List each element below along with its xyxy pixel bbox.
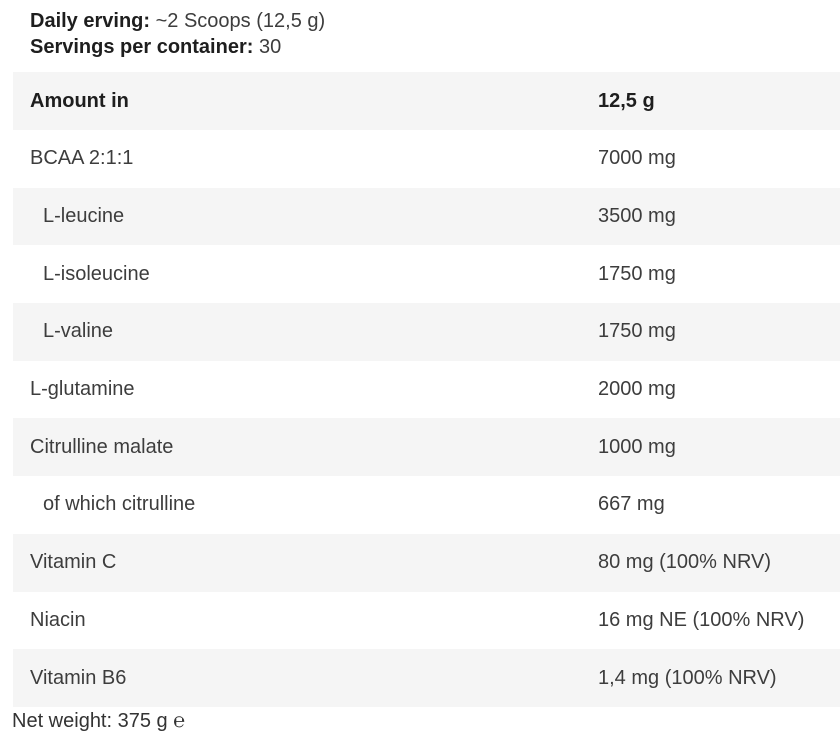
daily-serving-value: ~2 Scoops (12,5 g) bbox=[155, 10, 326, 32]
net-weight-label: Net weight: bbox=[12, 709, 113, 732]
daily-serving-label: Daily erving: bbox=[30, 10, 151, 32]
table-body bbox=[13, 130, 840, 707]
nutrition-table bbox=[13, 72, 840, 707]
estimated-sign: ℮ bbox=[173, 709, 186, 732]
nutrient-value: 80 mg (100% NRV) bbox=[598, 551, 772, 574]
nutrient-value: 16 mg NE (100% NRV) bbox=[598, 608, 805, 631]
nutrient-value: 3500 mg bbox=[598, 205, 676, 228]
nutrient-label: L-valine bbox=[43, 320, 114, 343]
daily-serving-line bbox=[30, 8, 840, 34]
nutrient-row bbox=[13, 361, 840, 419]
nutrient-value: 1,4 mg (100% NRV) bbox=[598, 666, 777, 689]
servings-per-container-line bbox=[30, 34, 840, 60]
nutrient-label: of which citrulline bbox=[43, 493, 196, 516]
nutrient-row bbox=[13, 188, 840, 246]
serving-info-block bbox=[0, 0, 840, 60]
nutrient-row bbox=[13, 649, 840, 707]
nutrient-value: 667 mg bbox=[598, 493, 665, 516]
column-header-serving-size: 12,5 g bbox=[598, 89, 655, 112]
servings-per-container-label: Servings per container: bbox=[30, 36, 254, 58]
nutrient-row bbox=[13, 130, 840, 188]
nutrient-label: Vitamin B6 bbox=[30, 666, 127, 689]
nutrient-value: 2000 mg bbox=[598, 378, 676, 401]
nutrient-value: 1750 mg bbox=[598, 320, 676, 343]
nutrient-value: 1750 mg bbox=[598, 262, 676, 285]
column-header-amount-in: Amount in bbox=[30, 89, 129, 112]
nutrient-label: L-leucine bbox=[43, 205, 125, 228]
nutrient-label: Citrulline malate bbox=[30, 435, 174, 458]
nutrient-row bbox=[13, 476, 840, 534]
nutrient-value: 7000 mg bbox=[598, 147, 676, 170]
nutrient-row bbox=[13, 534, 840, 592]
nutrient-label: L-isoleucine bbox=[43, 262, 150, 285]
nutrient-label: L-glutamine bbox=[30, 378, 135, 401]
nutrient-row bbox=[13, 245, 840, 303]
nutrient-row bbox=[13, 303, 840, 361]
nutrient-row bbox=[13, 418, 840, 476]
nutrient-label: Vitamin C bbox=[30, 551, 117, 574]
net-weight-value: 375 g bbox=[117, 709, 168, 732]
table-header-row bbox=[13, 72, 840, 130]
nutrient-row bbox=[13, 592, 840, 650]
servings-per-container-value: 30 bbox=[258, 36, 282, 58]
nutrient-label: BCAA 2:1:1 bbox=[30, 147, 134, 170]
net-weight-line bbox=[12, 710, 840, 733]
nutrient-value: 1000 mg bbox=[598, 435, 676, 458]
nutrient-label: Niacin bbox=[30, 608, 86, 631]
